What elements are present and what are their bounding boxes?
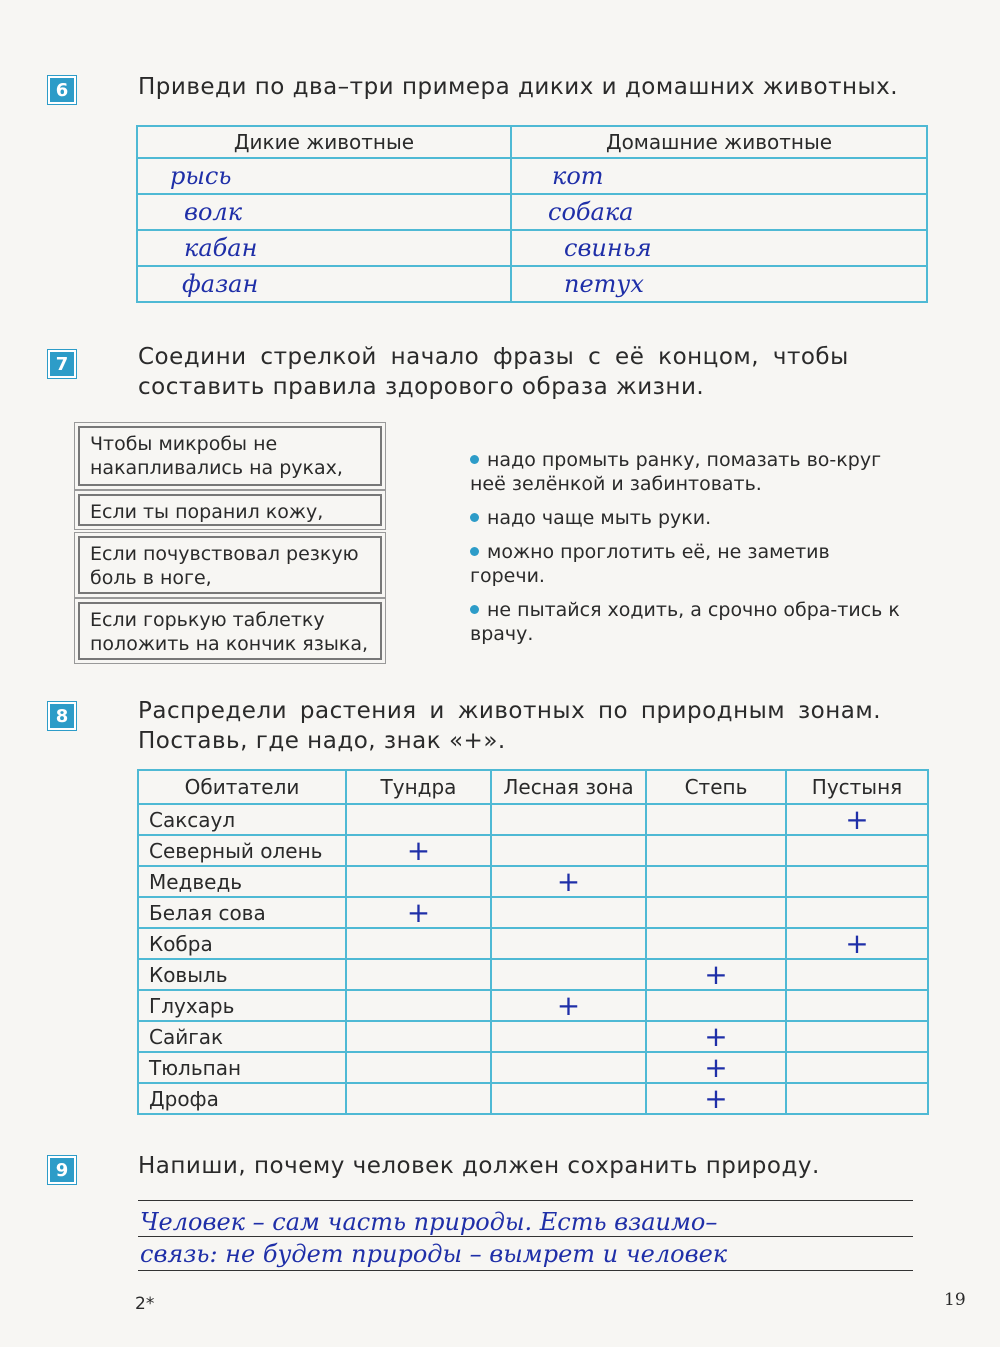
zone-cell[interactable] — [346, 1083, 491, 1114]
zone-cell[interactable] — [646, 897, 786, 928]
task-6-text: Приведи по два–три примера диких и домашних животных. — [138, 74, 899, 100]
plus-mark: + — [845, 926, 869, 960]
phrase-start-4[interactable]: Если горькую таблетку положить на кончик языка, — [78, 602, 382, 660]
phrase-end-2-text: надо чаще мыть руки. — [487, 507, 712, 529]
domestic-answer-2[interactable]: собака — [511, 194, 927, 230]
zone-cell[interactable] — [646, 804, 786, 835]
inhabitant-name: Глухарь — [138, 990, 346, 1021]
zone-cell[interactable] — [346, 804, 491, 835]
inhabitant-name: Медведь — [138, 866, 346, 897]
zone-cell[interactable] — [646, 990, 786, 1021]
phrase-end-4-text: не пытайся ходить, а срочно обра-тись к врачу. — [470, 599, 900, 645]
inhabitant-name: Сайгак — [138, 1021, 346, 1052]
plus-mark: + — [406, 833, 431, 867]
table-row — [137, 194, 927, 230]
signature-mark: 2* — [135, 1294, 155, 1314]
table-row — [137, 266, 927, 302]
plus-mark: + — [704, 1081, 728, 1115]
zone-cell[interactable] — [646, 835, 786, 866]
zone-cell[interactable] — [491, 1083, 646, 1114]
inhabitant-name: Белая сова — [138, 897, 346, 928]
zone-cell[interactable] — [346, 1052, 491, 1083]
answer-line-1 — [138, 1200, 913, 1201]
page-number: 19 — [944, 1290, 966, 1310]
plus-mark: + — [556, 864, 581, 898]
natural-zones-table — [137, 769, 929, 1115]
table-row — [137, 158, 927, 194]
zone-column-header: Тундра — [346, 770, 491, 804]
task-7-line-1: Соедини стрелкой начало фразы с её концом, чтобы — [138, 344, 849, 370]
domestic-column-header: Домашние животные — [511, 126, 927, 158]
table-row — [138, 1083, 928, 1114]
task-9-text: Напиши, почему человек должен сохранить природу. — [138, 1153, 820, 1179]
zone-cell[interactable] — [786, 990, 928, 1021]
domestic-answer-1[interactable]: кот — [511, 158, 927, 194]
inhabitant-name: Северный олень — [138, 835, 346, 866]
connector-dot — [470, 605, 479, 614]
zone-cell[interactable] — [786, 897, 928, 928]
plus-mark: + — [556, 988, 581, 1022]
zone-cell[interactable] — [786, 1083, 928, 1114]
task-8-number: 8 — [48, 702, 76, 730]
connector-dot — [470, 513, 479, 522]
zone-cell[interactable] — [491, 959, 646, 990]
task-8-line-2: Поставь, где надо, знак «+». — [138, 728, 506, 754]
zone-cell[interactable] — [346, 959, 491, 990]
phrase-end-3-text: можно проглотить её, не заметив горечи. — [470, 541, 830, 587]
plus-mark: + — [704, 1019, 728, 1053]
zone-cell[interactable] — [346, 990, 491, 1021]
answer-line-2 — [138, 1236, 913, 1237]
inhabitant-name: Тюльпан — [138, 1052, 346, 1083]
task-7-number: 7 — [48, 350, 76, 378]
inhabitants-column-header: Обитатели — [138, 770, 346, 804]
zone-cell[interactable] — [646, 1083, 786, 1114]
plus-mark: + — [845, 802, 869, 836]
zone-cell[interactable] — [786, 959, 928, 990]
zone-cell[interactable] — [646, 866, 786, 897]
zone-cell[interactable] — [646, 928, 786, 959]
task-8-line-1: Распредели растения и животных по природным зонам. — [138, 698, 882, 724]
phrase-start-1[interactable]: Чтобы микробы не накапливались на руках, — [78, 426, 382, 486]
zone-column-header: Лесная зона — [491, 770, 646, 804]
connector-dot — [470, 455, 479, 464]
wild-answer-3[interactable]: кабан — [137, 230, 511, 266]
zone-cell[interactable] — [646, 1021, 786, 1052]
inhabitant-name: Кобра — [138, 928, 346, 959]
table-row — [138, 804, 928, 835]
domestic-answer-4[interactable]: петух — [511, 266, 927, 302]
table-row — [138, 928, 928, 959]
inhabitant-name: Дрофа — [138, 1083, 346, 1114]
table-row — [138, 866, 928, 897]
table-row — [138, 897, 928, 928]
zone-cell[interactable] — [491, 897, 646, 928]
zone-cell[interactable] — [491, 1052, 646, 1083]
zone-cell[interactable] — [646, 1052, 786, 1083]
inhabitant-name: Саксаул — [138, 804, 346, 835]
zone-cell[interactable] — [786, 928, 928, 959]
zone-cell[interactable] — [346, 897, 491, 928]
zone-cell[interactable] — [491, 928, 646, 959]
task-9-number: 9 — [48, 1156, 76, 1184]
zone-cell[interactable] — [491, 990, 646, 1021]
phrase-start-3[interactable]: Если почувствовал резкую боль в ноге, — [78, 536, 382, 594]
zone-cell[interactable] — [646, 959, 786, 990]
table-header-row — [138, 770, 928, 804]
plus-mark: + — [704, 957, 728, 991]
phrase-end-2[interactable] — [470, 506, 910, 530]
phrase-end-3[interactable] — [470, 540, 910, 588]
zone-cell[interactable] — [491, 866, 646, 897]
zone-cell[interactable] — [786, 866, 928, 897]
wild-answer-1[interactable]: рысь — [137, 158, 511, 194]
zone-cell[interactable] — [346, 1021, 491, 1052]
wild-answer-2[interactable]: волк — [137, 194, 511, 230]
zone-cell[interactable] — [786, 1052, 928, 1083]
plus-mark: + — [406, 895, 431, 929]
task-7-line-2: составить правила здорового образа жизни. — [138, 374, 705, 400]
wild-answer-4[interactable]: фазан — [137, 266, 511, 302]
task-6-number: 6 — [48, 76, 76, 104]
table-row — [138, 835, 928, 866]
plus-mark: + — [704, 1050, 728, 1084]
table-row — [138, 1021, 928, 1052]
answer-text-2[interactable]: связь: не будет природы – вымрет и человек — [140, 1240, 728, 1268]
zone-cell[interactable] — [346, 835, 491, 866]
zone-cell[interactable] — [346, 866, 491, 897]
answer-text-1[interactable]: Человек – сам часть природы. Есть взаимо– — [140, 1208, 718, 1236]
zone-cell[interactable] — [491, 1021, 646, 1052]
connector-dot — [470, 547, 479, 556]
wild-column-header: Дикие животные — [137, 126, 511, 158]
zone-cell[interactable] — [786, 1021, 928, 1052]
table-row — [137, 230, 927, 266]
phrase-end-1-text: надо промыть ранку, помазать во-круг неё зелёнкой и забинтовать. — [470, 449, 882, 495]
zone-column-header: Степь — [646, 770, 786, 804]
zone-cell[interactable] — [491, 835, 646, 866]
table-row — [138, 959, 928, 990]
zone-cell[interactable] — [786, 835, 928, 866]
phrase-end-1[interactable] — [470, 448, 910, 496]
table-row — [138, 990, 928, 1021]
domestic-answer-3[interactable]: свинья — [511, 230, 927, 266]
zone-column-header: Пустыня — [786, 770, 928, 804]
table-row — [138, 1052, 928, 1083]
zone-cell[interactable] — [346, 928, 491, 959]
animals-table — [136, 125, 928, 303]
zone-cell[interactable] — [491, 804, 646, 835]
answer-line-3 — [138, 1270, 913, 1271]
zone-cell[interactable] — [786, 804, 928, 835]
phrase-end-4[interactable] — [470, 598, 910, 646]
inhabitant-name: Ковыль — [138, 959, 346, 990]
phrase-start-2[interactable]: Если ты поранил кожу, — [78, 494, 382, 526]
